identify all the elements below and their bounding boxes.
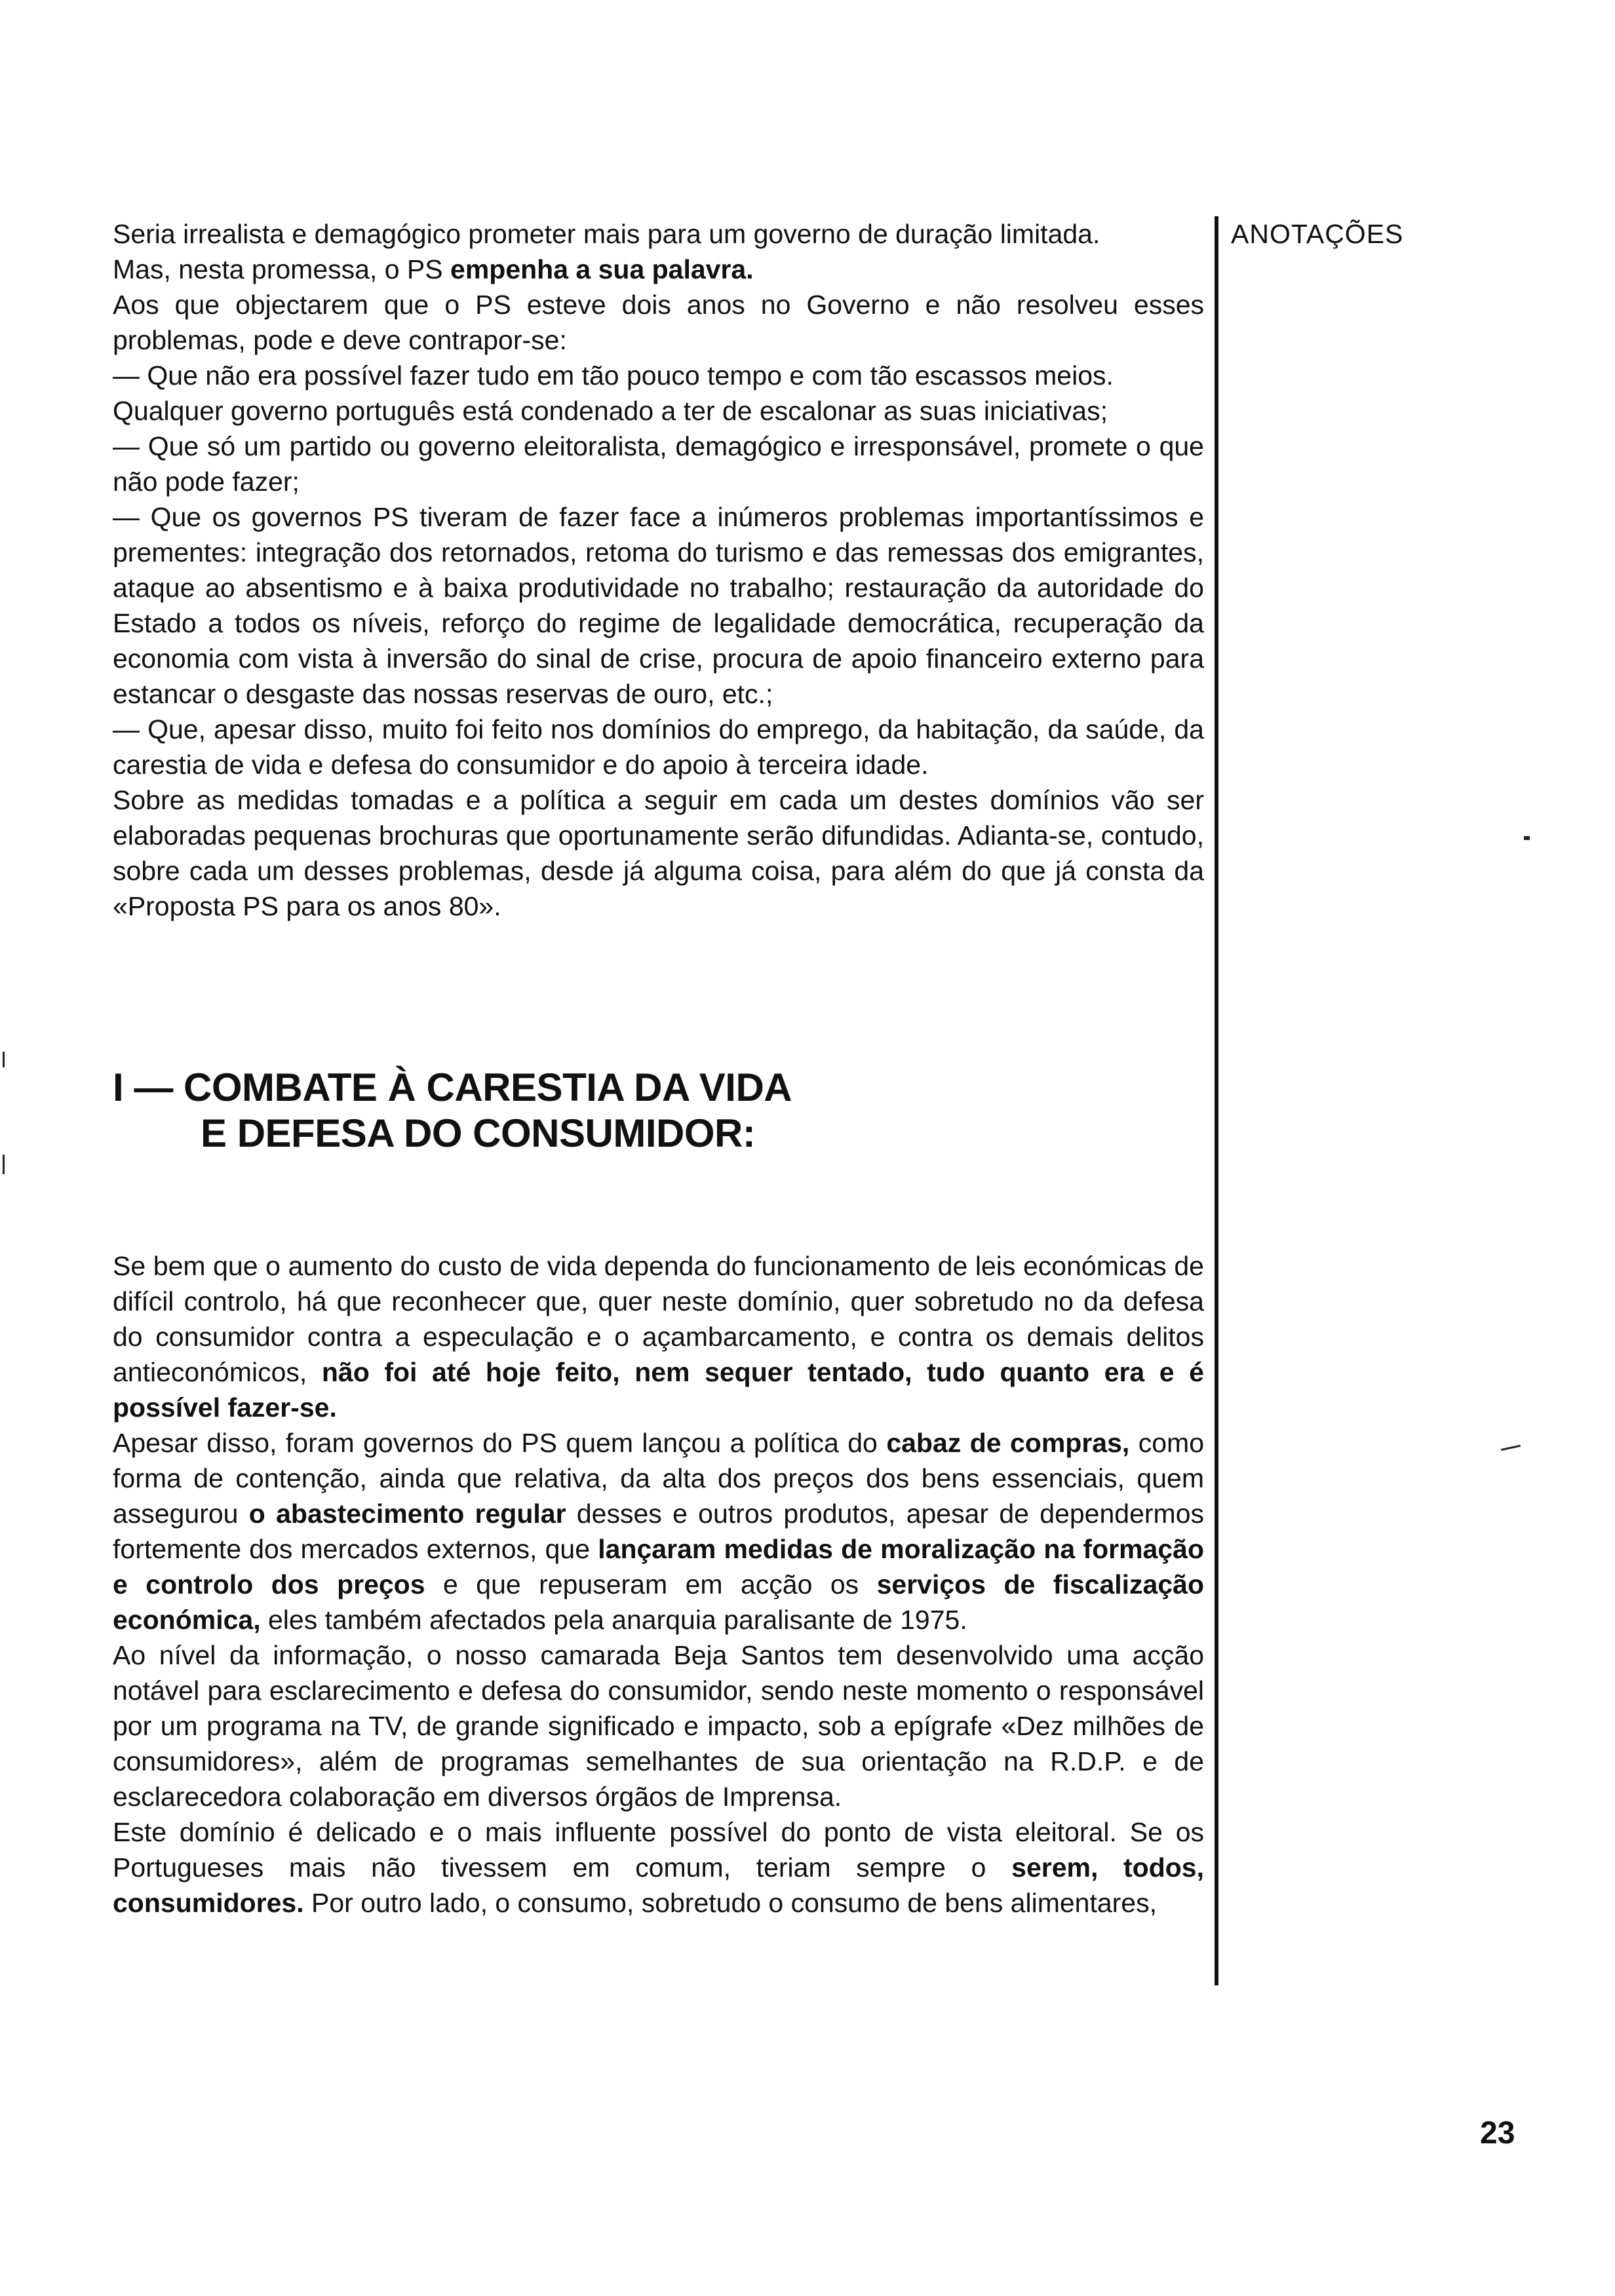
emphasis: o abastecimento regular bbox=[248, 1499, 566, 1529]
margin-rule bbox=[1215, 216, 1218, 1985]
paragraph: — Que não era possível fazer tudo em tão pouco tempo e com tão escassos meios. bbox=[113, 360, 1114, 391]
emphasis: empenha a sua palavra. bbox=[450, 254, 754, 284]
paragraph: Se bem que o aumento do custo de vida dependa do funcionamento de leis económicas de difícil controlo, há que reconhecer que, quer neste domínio, quer sobretudo no da defesa do consumidor contra a especulação e o açambarcamento, e contra os demais delitos antieconómicos, não foi até hoje feito, nem sequer tentado, tudo quanto era e é possível fazer-se. bbox=[113, 1251, 1204, 1423]
paragraph: Qualquer governo português está condenado a ter de escalonar as suas iniciativas; bbox=[113, 396, 1108, 426]
paragraph: Este domínio é delicado e o mais influente possível do ponto de vista eleitoral. Se os Portugueses mais não tivessem em comum, teriam sempre o serem, todos, consumidores. Por outro lado, o consumo, sobretudo o consumo de bens alimentares, bbox=[113, 1817, 1204, 1918]
section-heading-line2: E DEFESA DO CONSUMIDOR: bbox=[201, 1111, 756, 1155]
consumer-block bbox=[113, 1248, 1204, 1921]
paragraph: — Que só um partido ou governo eleitoralista, demagógico e irresponsável, promete o que não pode fazer; bbox=[113, 431, 1204, 497]
paragraph: Seria irrealista e demagógico prometer mais para um governo de duração limitada. bbox=[113, 219, 1100, 249]
paragraph: — Que os governos PS tiveram de fazer face a inúmeros problemas importantíssimos e prementes: integração dos retornados, retoma do turismo e das remessas dos emigrantes, ataque ao absentismo e à baixa produtividade no trabalho; restauração da autoridade do Estado a todos os níveis, reforço do regime de legalidade democrática, recuperação da economia com vista à inversão do sinal de crise, procura de apoio financeiro externo para estancar o desgaste das nossas reservas de ouro, etc.; bbox=[113, 502, 1204, 709]
scan-speck bbox=[1501, 1445, 1521, 1451]
paragraph: — Que, apesar disso, muito foi feito nos domínios do emprego, da habitação, da saúde, da carestia de vida e defesa do consumidor e do apoio à terceira idade. bbox=[113, 714, 1204, 780]
paragraph: Mas, nesta promessa, o PS empenha a sua palavra. bbox=[113, 254, 754, 284]
paragraph: Aos que objectarem que o PS esteve dois anos no Governo e não resolveu esses problemas, pode e deve contrapor-se: bbox=[113, 290, 1204, 355]
emphasis: lançaram medidas de moralização na formação e controlo dos preços bbox=[113, 1534, 1204, 1599]
emphasis: não foi até hoje feito, nem sequer tentado, tudo quanto era e é possível fazer-se. bbox=[113, 1357, 1204, 1423]
paragraph: Sobre as medidas tomadas e a política a seguir em cada um destes domínios vão ser elaboradas pequenas brochuras que oportunamente serão difundidas. Adianta-se, contudo, sobre cada um desses problemas, desde já alguma coisa, para além do que já consta da «Proposta PS para os anos 80». bbox=[113, 785, 1204, 921]
paragraph: Ao nível da informação, o nosso camarada Beja Santos tem desenvolvido uma acção notável para esclarecimento e defesa do consumidor, sendo neste momento o responsável por um programa na TV, de grande significado e impacto, sob a epígrafe «Dez milhões de consumidores», além de programas semelhantes de sua orientação na R.D.P. e de esclarecedora colaboração em diversos órgãos de Imprensa. bbox=[113, 1640, 1204, 1812]
emphasis: serviços de fiscalização económica, bbox=[113, 1569, 1204, 1635]
emphasis: cabaz de compras, bbox=[886, 1428, 1130, 1458]
paragraph: Apesar disso, foram governos do PS quem lançou a política do cabaz de compras, como forma de contenção, ainda que relativa, da alta dos preços dos bens essenciais, quem assegurou o abastecimento regular desses e outros produtos, apesar de dependermos fortemente dos mercados externos, que lançaram medidas de moralização na formação e controlo dos preços e que repuseram em acção os serviços de fiscalização económica, eles também afectados pela anarquia paralisante de 1975. bbox=[113, 1428, 1204, 1635]
scan-speck bbox=[3, 1052, 5, 1067]
section-heading bbox=[113, 1065, 792, 1157]
annotations-label: ANOTAÇÕES bbox=[1231, 219, 1404, 249]
intro-block bbox=[113, 216, 1204, 924]
section-heading-line1: I — COMBATE À CARESTIA DA VIDA bbox=[113, 1065, 792, 1109]
scan-speck bbox=[1524, 836, 1530, 840]
scan-speck bbox=[3, 1155, 5, 1174]
emphasis: serem, todos, consumidores. bbox=[113, 1852, 1204, 1918]
page-number: 23 bbox=[1480, 2116, 1515, 2151]
